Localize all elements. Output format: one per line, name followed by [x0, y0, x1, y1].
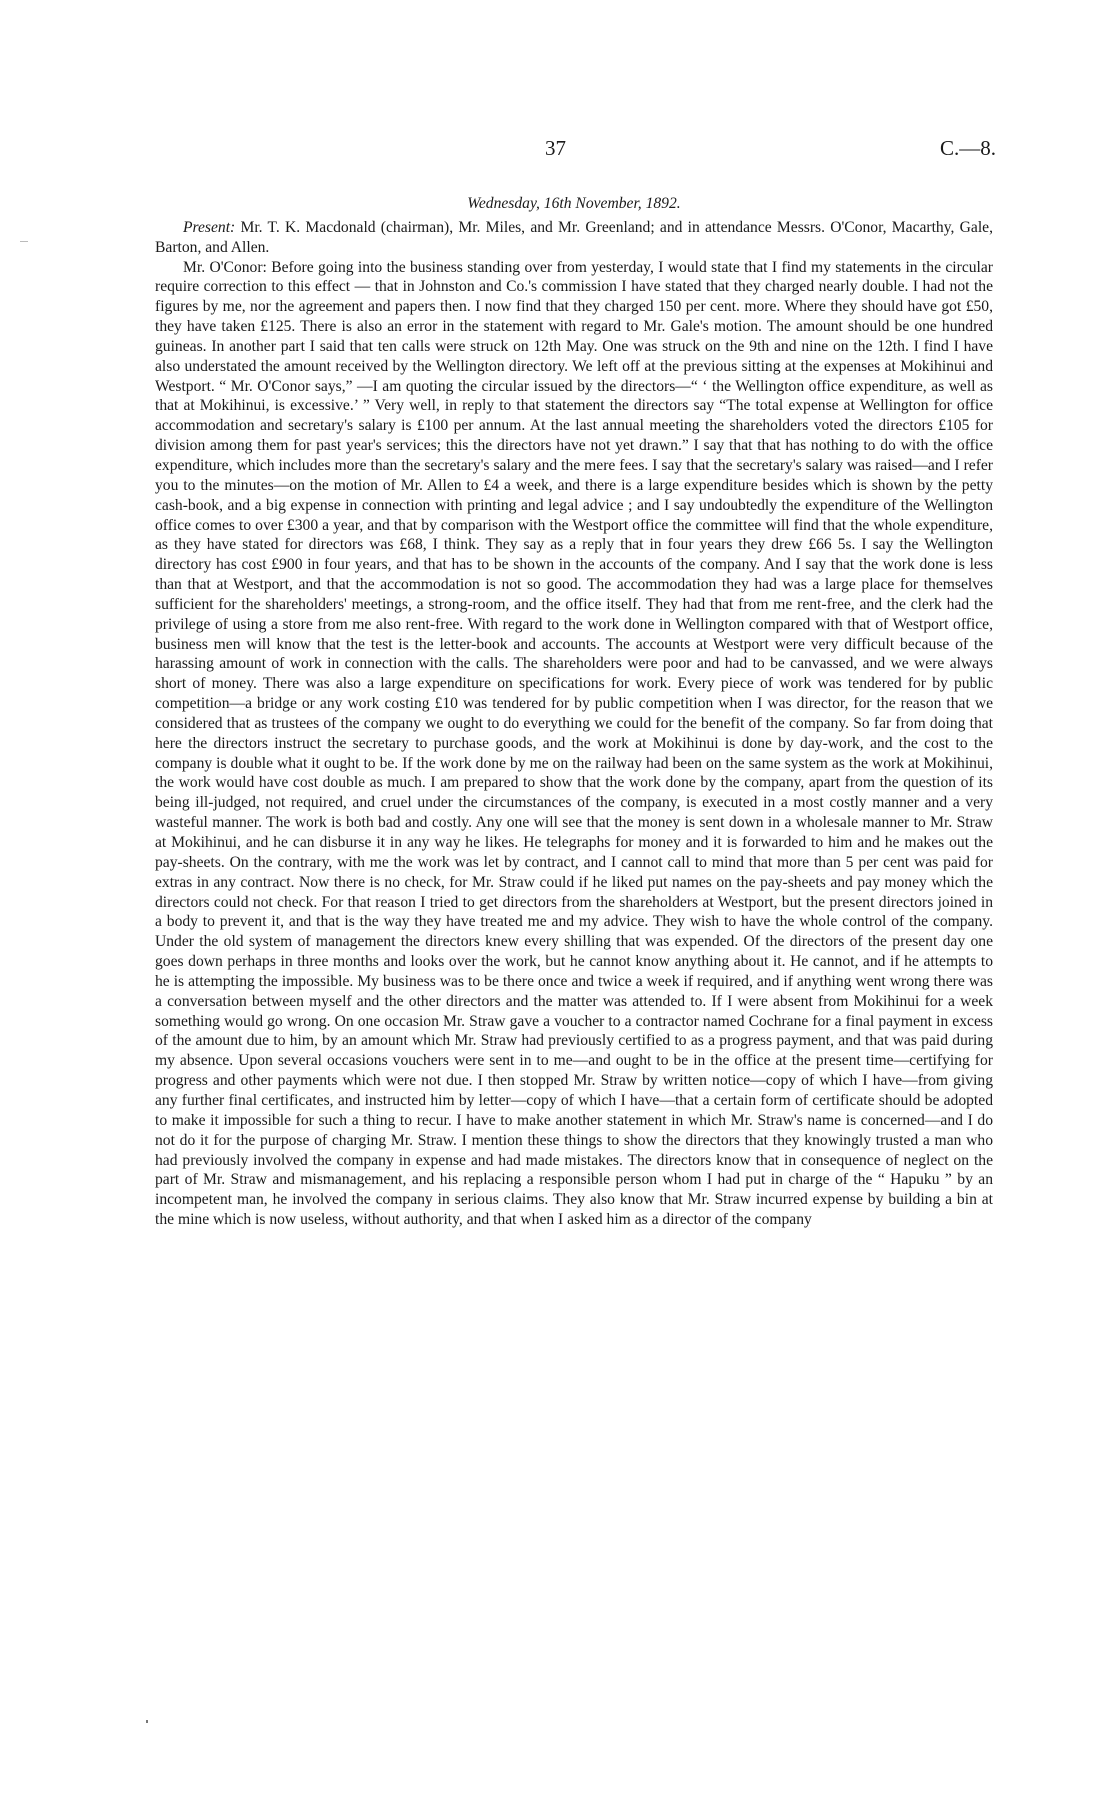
margin-mark — [146, 1720, 148, 1723]
attendance-text: Mr. T. K. Macdonald (chairman), Mr. Miles, and Mr. Greenland; and in attendance Messrs. O'Conor, Macarthy, Gale, Barton, and Allen. — [155, 218, 993, 256]
page-number: 37 — [545, 136, 566, 160]
session-date: Wednesday, 16th November, 1892. — [467, 195, 681, 212]
statement-paragraph: Mr. O'Conor: Before going into the business standing over from yesterday, I would state that I find my statements in the circular require correction to this effect — that in Johnston and Co.'s commission I have stated that they charged nearly double. I had not the figures by me, nor the agreement and papers then. I now find that they charged 150 per cent. more. Where they should have got £50, they have taken £125. There is also an error in the statement with regard to Mr. Gale's motion. The amount should be one hundred guineas. In another part I said that ten calls were struck on 12th May. One was struck on the 9th and nine on the 12th. I find I have also understated the amount received by the Wellington directory. We left off at the previous sitting at the expenses at Mokihinui and Westport. “ Mr. O'Conor says,” —I am quoting the circular issued by the directors—“ ‘ the Wellington office expenditure, as well as that at Mokihinui, is excessive.’ ” Very well, in reply to that statement the directors say “The total expense at Wellington for office accommodation and secretary's salary is £100 per annum. At the last annual meeting the shareholders voted the directors £105 for division among them for past year's services; this the directors have not yet drawn.” I say that that has nothing to do with the office expenditure, which includes more than the secretary's salary and the mere fees. I say that the secretary's salary was raised—and I refer you to the minutes—on the motion of Mr. Allen to £4 a week, and there is a large expenditure besides which is shown by the petty cash-book, and a big expense in connection with printing and legal advice ; and I say undoubtedly the expenditure of the Wellington office comes to over £300 a year, and that by comparison with the Westport office the committee will find that the whole expenditure, as they have stated for directors was £68, I think. They say as a reply that in four years they drew £66 5s. I say the Wellington directory has cost £900 in four years, and that has to be shown in the accounts of the company. And I say that the work done is less than that at Westport, and that the accommodation is not so good. The accommodation they had was a large place for themselves sufficient for the shareholders' meetings, a strong-room, and the office itself. They had that from me rent-free, and the clerk had the privilege of using a store from me also rent-free. With regard to the work done in Wellington compared with that of Westport office, business men will know that the test is the letter-book and accounts. The accounts at Westport were very difficult because of the harassing amount of work in connection with the calls. The shareholders were poor and had to be canvassed, and we were always short of money. There was also a large expenditure on specifications for work. Every piece of work was tendered for by public competition—a bridge or any work costing £10 was tendered for by public competition when I was director, for the reason that we considered that as trustees of the company we ought to do everything we could for the benefit of the company. So far from doing that here the directors instruct the secretary to purchase goods, and the work at Mokihinui is done by day-work, and the cost to the company is double what it ought to be. If the work done by me on the railway had been on the same system as the work at Mokihinui, the work would have cost double as much. I am prepared to show that the work done by the company, apart from the question of its being ill-judged, not required, and cruel under the circumstances of the company, is executed in a most costly manner and a very wasteful manner. The work is both bad and costly. Any one will see that the money is sent down in a wholesale manner to Mr. Straw at Mokihinui, and he can disburse it in any way he likes. He telegraphs for money and it is forwarded to him and he makes out the pay-sheets. On the contrary, with me the work was let by contract, and I cannot call to mind that more than 5 per cent was paid for extras in any contract. Now there is no check, for Mr. Straw could if he liked put names on the pay-sheets and pay money which the directors could not check. For that reason I tried to get directors from the shareholders at Westport, but the present directors joined in a body to prevent it, and that is the way they have treated me and my advice. They wish to have the whole control of the company. Under the old system of management the directors knew every shilling that was expended. Of the directors of the present day one goes down perhaps in three months and looks over the work, but he cannot know anything about it. He cannot, and if he attempts to he is attempting the impossible. My business was to be there once and twice a week if required, and if anything went wrong there was a conversation between myself and the other directors and the matter was attended to. If I were absent from Mokihinui for a week something would go wrong. On one occasion Mr. Straw gave a voucher to a contractor named Cochrane for a final payment in excess of the amount due to him, by an amount which Mr. Straw had previously certified to as a progress payment, and that was paid during my absence. Upon several occasions vouchers were sent in to me—and ought to be in the office at the present time—certifying for progress and other payments which were not due. I then stopped Mr. Straw by written notice—copy of which I have—from giving any further final certificates, and instructed him by letter—copy of which I have—that a certain form of certificate should be adopted to make it impossible for such a thing to recur. I have to make another statement in which Mr. Straw's name is concerned—and I do not do it for the purpose of charging Mr. Straw. I mention these things to show the directors that they knowingly trusted a man who had previously involved the company in expense and had made mistakes. The directors know that in consequence of neglect on the part of Mr. Straw and mismanagement, and his replacing a responsible person whom I had put in charge of the “ Hapuku ” by an incompetent man, he involved the company in serious claims. They also know that Mr. Straw incurred expense by building a bin at the mine which is now useless, without authority, and that when I asked him as a director of the company — [155, 258, 993, 1229]
document-body — [155, 194, 993, 1230]
attendance-paragraph — [155, 218, 993, 258]
document-code: C.—8. — [940, 136, 997, 160]
present-label: Present: — [183, 218, 236, 236]
margin-mark — [20, 241, 28, 242]
page-header — [0, 136, 1114, 166]
